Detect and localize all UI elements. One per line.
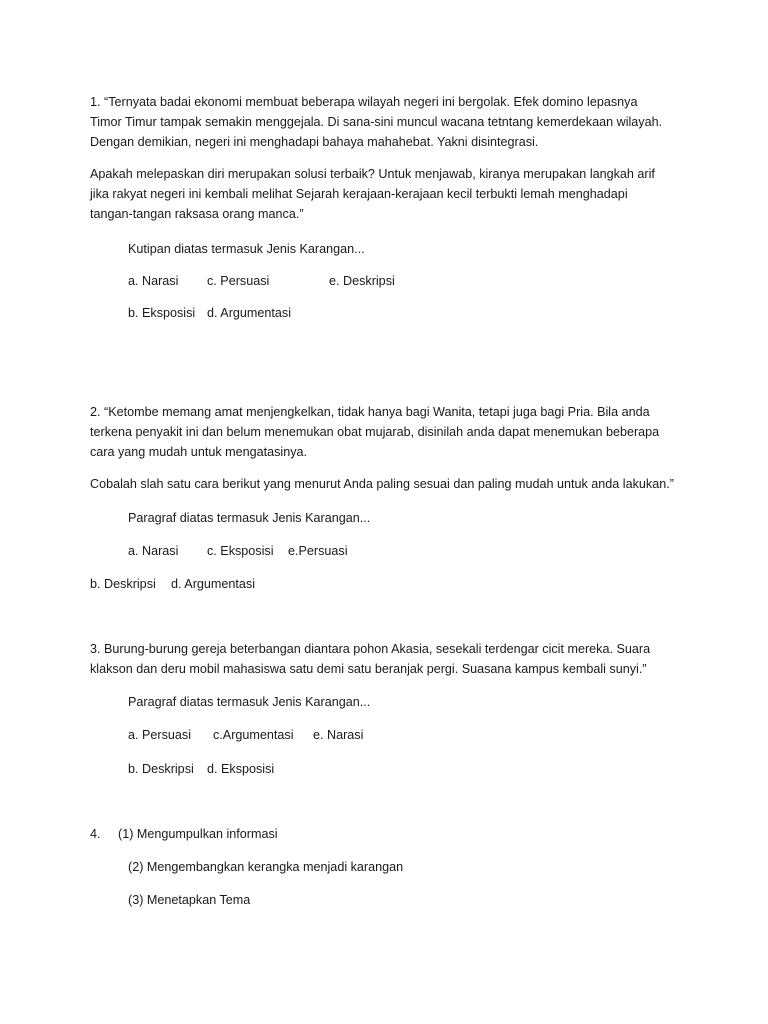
text-line: 1. “Ternyata badai ekonomi membuat beberapa wilayah negeri ini bergolak. Efek domino lepasnya	[90, 95, 638, 109]
q4-item-2: (2) Mengembangkan kerangka menjadi karangan	[128, 860, 404, 874]
q3-option-e: e. Narasi	[313, 728, 364, 742]
text-line: jika rakyat negeri ini kembali melihat Sejarah kerajaan-kerajaan kecil terbukti lemah menghadapi	[90, 187, 628, 201]
q1-paragraph-2	[90, 164, 690, 224]
text-line: 2. “Ketombe memang amat menjengkelkan, tidak hanya bagi Wanita, tetapi juga bagi Pria. Bila anda	[90, 405, 650, 419]
q1-prompt: Kutipan diatas termasuk Jenis Karangan...	[128, 242, 365, 256]
q1-option-c: c. Persuasi	[207, 274, 270, 288]
q3-option-c: c.Argumentasi	[213, 728, 294, 742]
q3-option-b: b. Deskripsi	[128, 762, 194, 776]
q3-option-d: d. Eksposisi	[207, 762, 275, 776]
q1-option-a: a. Narasi	[128, 274, 179, 288]
text-line: cara yang mudah untuk mengatasinya.	[90, 445, 308, 459]
q4-item-3: (3) Menetapkan Tema	[128, 893, 251, 907]
q1-option-b: b. Eksposisi	[128, 306, 196, 320]
text-line: tangan-tangan raksasa orang manca.”	[90, 207, 304, 221]
q2-prompt: Paragraf diatas termasuk Jenis Karangan...	[128, 511, 371, 525]
q1-option-d: d. Argumentasi	[207, 306, 292, 320]
q1-option-e: e. Deskripsi	[329, 274, 395, 288]
text-line: 3. Burung-burung gereja beterbangan diantara pohon Akasia, sesekali terdengar cicit mereka. Suara	[90, 642, 651, 656]
q2-paragraph-1	[90, 402, 690, 462]
q4-item-1: (1) Mengumpulkan informasi	[118, 827, 278, 841]
q2-option-d: d. Argumentasi	[171, 577, 256, 591]
text-line: klakson dan deru mobil mahasiswa satu demi satu beranjak pergi. Suasana kampus kembali sunyi.”	[90, 662, 647, 676]
q2-option-a: a. Narasi	[128, 544, 179, 558]
text-line: Apakah melepaskan diri merupakan solusi terbaik? Untuk menjawab, kiranya merupakan langkah arif	[90, 167, 655, 181]
text-line: Timor Timur tampak semakin menggejala. Di sana-sini muncul wacana tetntang kemerdekaan wilayah.	[90, 115, 663, 129]
q1-paragraph-1	[90, 92, 690, 152]
q4-number: 4.	[90, 827, 101, 841]
q2-option-e: e.Persuasi	[288, 544, 348, 558]
text-line: Dengan demikian, negeri ini menghadapi bahaya mahahebat. Yakni disintegrasi.	[90, 135, 539, 149]
q3-paragraph-1	[90, 639, 690, 679]
q2-paragraph-2: Cobalah slah satu cara berikut yang menurut Anda paling sesuai dan paling mudah untuk anda lakukan.”	[90, 477, 674, 491]
text-line: terkena penyakit ini dan belum menemukan obat mujarab, disinilah anda dapat menemukan beberapa	[90, 425, 660, 439]
q2-option-b: b. Deskripsi	[90, 577, 156, 591]
q3-option-a: a. Persuasi	[128, 728, 191, 742]
q3-prompt: Paragraf diatas termasuk Jenis Karangan...	[128, 695, 371, 709]
q2-option-c: c. Eksposisi	[207, 544, 274, 558]
